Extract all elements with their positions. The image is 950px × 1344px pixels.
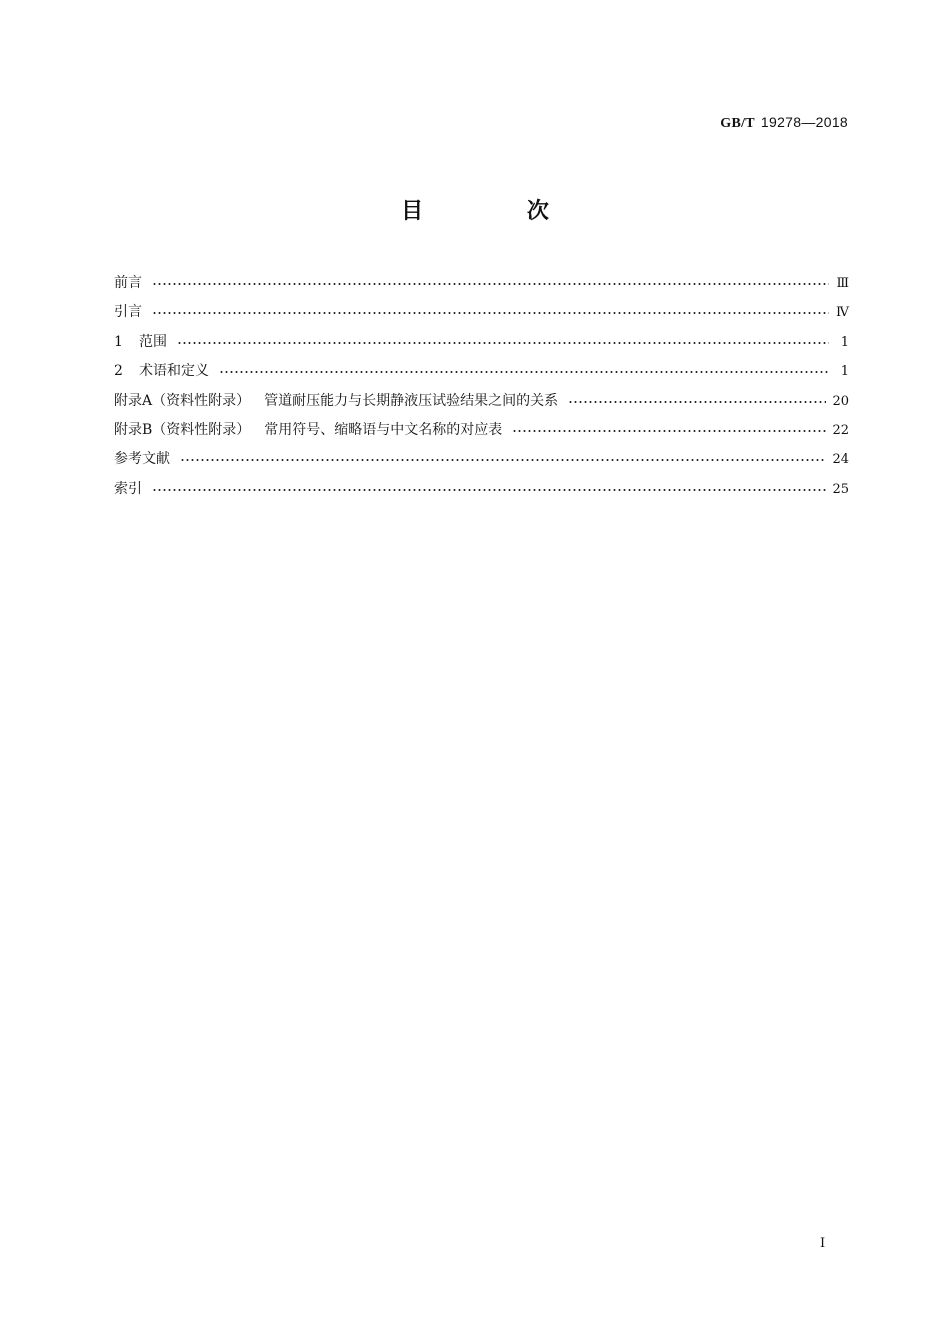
toc-entry-bibliography[interactable] — [114, 448, 849, 477]
toc-entry-label: 附录B（资料性附录） 常用符号、缩略语与中文名称的对应表 — [114, 421, 503, 438]
toc-entry-number: 1 — [114, 333, 123, 350]
table-of-contents — [114, 272, 849, 507]
toc-entry-number: 2 — [114, 363, 123, 380]
toc-entry-page: 24 — [832, 452, 849, 468]
dot-leader — [512, 420, 826, 434]
toc-entry-label: 参考文献 — [114, 451, 170, 468]
toc-entry-scope[interactable] — [114, 331, 849, 360]
dot-leader — [152, 479, 826, 493]
toc-entry-page: 22 — [832, 422, 849, 438]
page-title: 目 次 — [401, 199, 597, 224]
dot-leader — [152, 302, 829, 316]
toc-entry-introduction[interactable] — [114, 301, 849, 330]
toc-entry-terms-definitions[interactable] — [114, 360, 849, 389]
dot-leader — [177, 332, 829, 346]
standard-code — [720, 114, 848, 132]
toc-entry-index[interactable] — [114, 478, 849, 507]
annex-tag: 附录B（资料性附录） — [114, 421, 251, 438]
toc-entry-label: 引言 — [114, 304, 142, 321]
toc-entry-label: 索引 — [114, 480, 142, 497]
toc-entry-label: 前言 — [114, 275, 142, 291]
page-number: I — [820, 1236, 826, 1251]
dot-leader — [180, 449, 826, 463]
standard-number: 19278—2018 — [760, 114, 848, 130]
toc-entry-page: Ⅲ — [836, 276, 849, 291]
toc-entry-label: 2 术语和定义 — [114, 363, 209, 380]
toc-entry-page: 1 — [840, 334, 849, 350]
annex-tag: 附录A（资料性附录） — [114, 392, 251, 409]
toc-entry-page: 20 — [832, 393, 849, 409]
dot-leader — [219, 361, 829, 375]
standard-prefix: GB/T — [720, 116, 755, 131]
toc-entry-foreword[interactable] — [114, 272, 849, 301]
toc-entry-page: 1 — [840, 364, 849, 380]
dot-leader — [152, 273, 829, 287]
toc-entry-annex-b[interactable] — [114, 419, 849, 448]
dot-leader — [568, 391, 826, 405]
toc-entry-page: 25 — [832, 481, 849, 497]
toc-entry-page: Ⅳ — [836, 305, 849, 321]
toc-entry-label: 附录A（资料性附录） 管道耐压能力与长期静液压试验结果之间的关系 — [114, 392, 559, 409]
toc-entry-annex-a[interactable] — [114, 390, 849, 419]
toc-entry-label: 1 范围 — [114, 333, 167, 350]
